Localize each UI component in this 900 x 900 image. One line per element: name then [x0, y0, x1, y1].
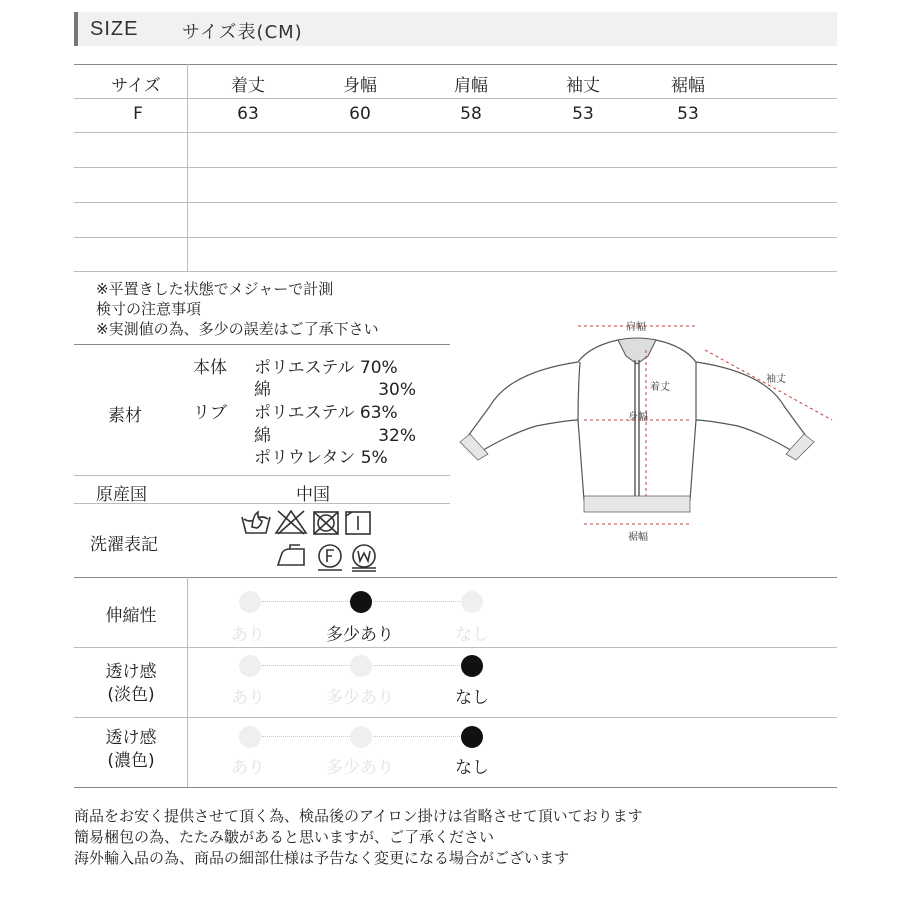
material-item: 綿 30%: [254, 380, 416, 400]
note-line: ※平置きした状態でメジャーで計測: [96, 280, 334, 298]
rating-option-tashou: 多少あり: [326, 625, 394, 645]
no-tumble-dry-icon: [314, 512, 338, 534]
origin-value: 中国: [296, 485, 330, 505]
diagram-label-sleeve: 袖丈: [766, 374, 786, 385]
rating-dot-nashi: [461, 726, 483, 748]
rating-dot-nashi: [461, 591, 483, 613]
diagram-label-shoulder: 肩幅: [626, 322, 646, 333]
table-top-border: [74, 64, 837, 65]
material-rib-part: リブ: [193, 403, 227, 423]
care-symbols: [240, 507, 390, 573]
footer-note: 商品をお安く提供させて頂く為、検品後のアイロン掛けは省略させて頂いております: [74, 807, 643, 825]
table-header-sleeve: 袖丈: [566, 76, 600, 96]
rating-label: 透け感: [105, 728, 157, 748]
size-title-en: SIZE: [90, 18, 139, 40]
note-line: 検寸の注意事項: [96, 300, 202, 318]
material-label: 素材: [108, 406, 142, 426]
rating-dot-tashou: [350, 591, 372, 613]
rating-label: 透け感: [105, 662, 157, 682]
material-main-part: 本体: [193, 358, 227, 378]
table-header-divider: [74, 98, 837, 99]
wet-clean-w-icon: [352, 545, 376, 571]
ratings-column-divider: [187, 577, 188, 787]
rating-option-ari: あり: [231, 688, 265, 708]
table-cell-body-width: 60: [349, 104, 371, 124]
rating-dot-tashou: [350, 726, 372, 748]
ratings-divider: [74, 647, 837, 648]
rating-option-nashi: なし: [455, 625, 489, 645]
table-row-divider: [74, 132, 837, 133]
table-row-divider: [74, 202, 837, 203]
material-item: 綿 32%: [254, 426, 416, 446]
jacket-diagram: [450, 310, 850, 550]
rating-dot-ari: [239, 591, 261, 613]
line-dry-icon: [346, 512, 370, 534]
diagram-label-length: 着丈: [650, 382, 670, 393]
table-cell-length: 63: [237, 104, 259, 124]
table-header-hem: 裾幅: [671, 76, 705, 96]
section-header: [74, 12, 837, 46]
no-bleach-icon: [276, 511, 306, 534]
table-header-body-width: 身幅: [343, 76, 377, 96]
table-bottom-border: [74, 271, 837, 272]
rating-dot-ari: [239, 726, 261, 748]
hand-wash-icon: [242, 512, 270, 533]
rating-label: 伸縮性: [105, 606, 157, 626]
diagram-label-body: 身幅: [628, 412, 648, 423]
size-title-jp: サイズ表(CM): [182, 22, 303, 43]
ratings-divider: [74, 717, 837, 718]
iron-icon: [278, 545, 304, 565]
rating-option-nashi: なし: [455, 758, 489, 778]
table-header-shoulder: 肩幅: [454, 76, 488, 96]
table-row-divider: [74, 167, 837, 168]
rating-label-sub: (淡色): [107, 685, 155, 705]
table-row-divider: [74, 237, 837, 238]
table-column-divider: [187, 64, 188, 271]
rating-label-sub: (濃色): [107, 751, 155, 771]
footer-note: 海外輸入品の為、商品の細部仕様は予告なく変更になる場合がございます: [74, 849, 570, 867]
washing-label: 洗濯表記: [90, 535, 158, 555]
hem-rib: [584, 496, 690, 512]
table-header-length: 着丈: [231, 76, 265, 96]
footer-note: 簡易梱包の為、たたみ皺があると思いますが、ご了承ください: [74, 828, 495, 846]
rating-dot-nashi: [461, 655, 483, 677]
material-item: ポリエステル 63%: [254, 403, 398, 423]
rating-dot-ari: [239, 655, 261, 677]
table-cell-shoulder: 58: [460, 104, 482, 124]
rating-option-ari: あり: [231, 758, 265, 778]
rating-dot-tashou: [350, 655, 372, 677]
table-cell-hem: 53: [677, 104, 699, 124]
origin-label: 原産国: [96, 485, 147, 505]
rating-option-tashou: 多少あり: [326, 758, 394, 778]
block-divider: [74, 475, 450, 476]
diagram-label-hem: 裾幅: [628, 532, 648, 543]
material-item: ポリウレタン 5%: [254, 448, 388, 468]
rating-option-ari: あり: [231, 625, 265, 645]
rating-option-tashou: 多少あり: [326, 688, 394, 708]
table-header-size: サイズ: [111, 76, 161, 96]
table-cell-sleeve: 53: [572, 104, 594, 124]
material-item: ポリエステル 70%: [254, 358, 398, 378]
ratings-bottom-border: [74, 787, 837, 788]
block-divider: [74, 577, 837, 578]
dry-clean-f-icon: [318, 545, 342, 570]
table-cell-size: F: [133, 104, 143, 124]
rating-option-nashi: なし: [455, 688, 489, 708]
block-divider: [74, 344, 450, 345]
note-line: ※実測値の為、多少の誤差はご了承下さい: [96, 320, 379, 338]
